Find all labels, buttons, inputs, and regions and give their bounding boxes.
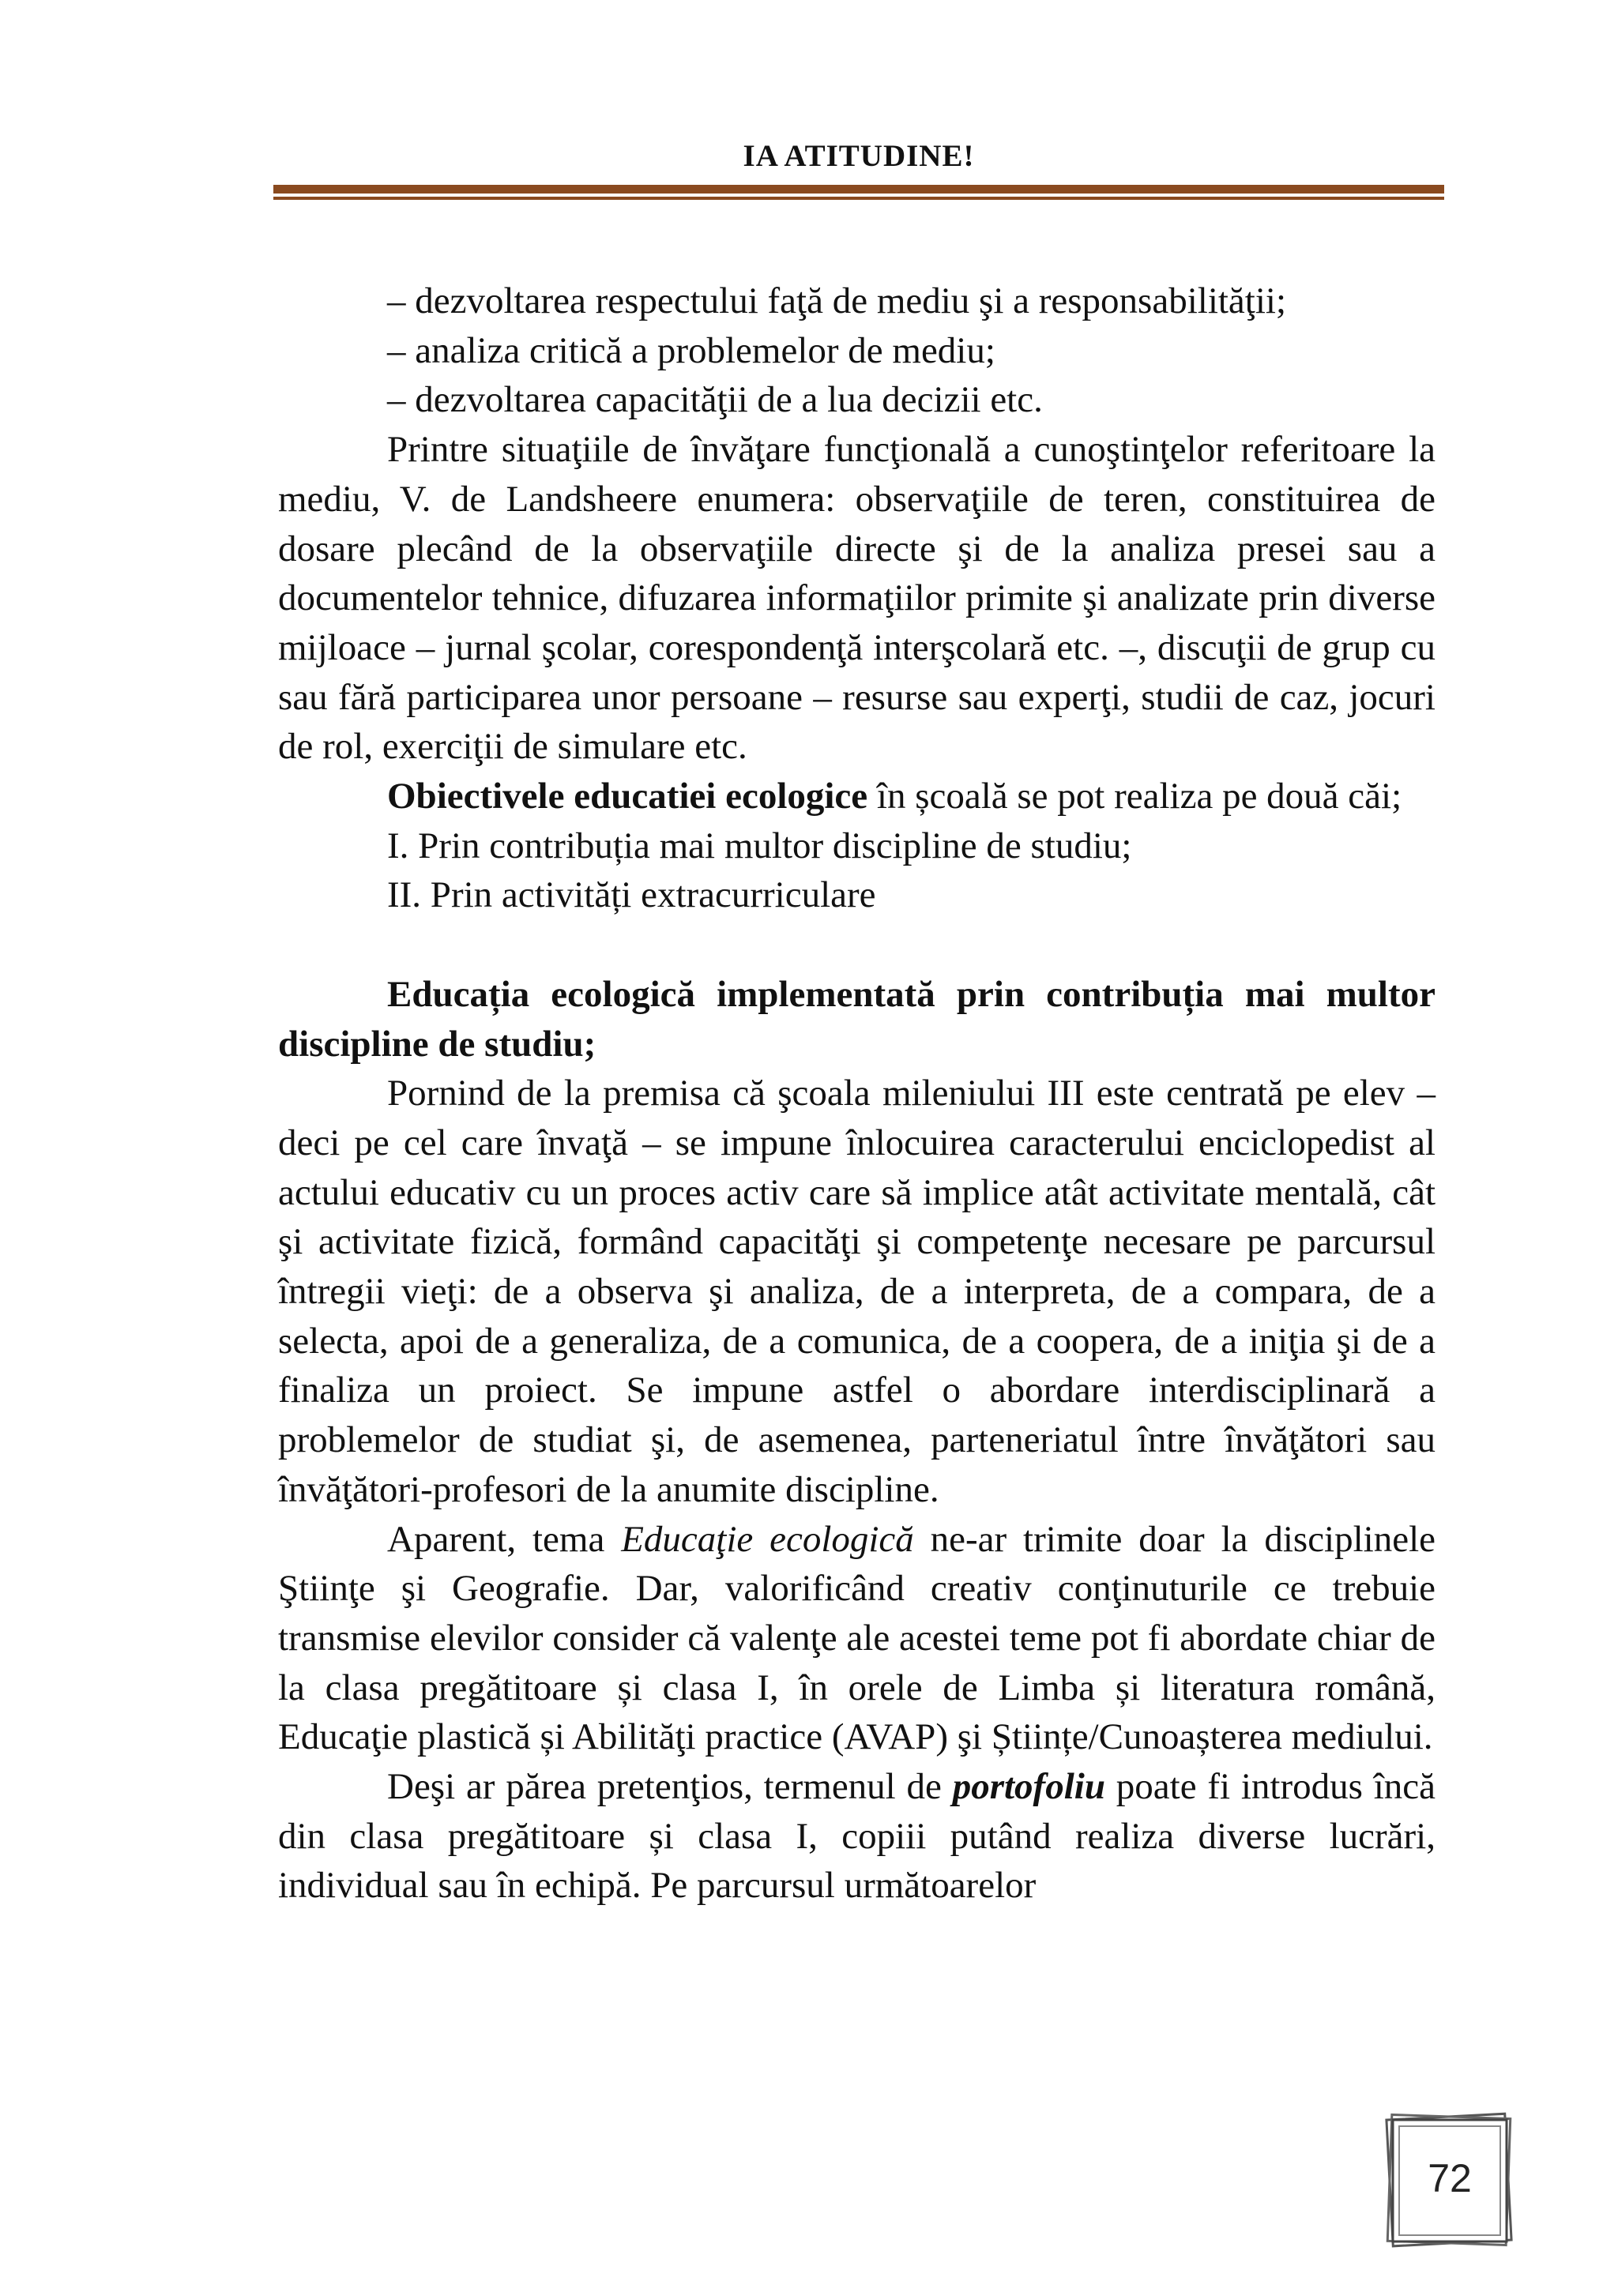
italic-phrase: Educaţie ecologică bbox=[621, 1518, 914, 1560]
bold-italic-term: portofoliu bbox=[952, 1766, 1105, 1808]
paragraph: Pornind de la premisa că şcoala mileniului III este centrată pe elev – deci pe cel care învaţă – se impune înlocuirea caracterului enciclopedist al actului educativ cu un proces activ care să implice atât activitate mentală, cât şi activitate fizică, formând capacităţi şi competenţe necesare pe parcursul întregii vieţi: de a observa şi analiza, de a interpreta, de a compara, de a selecta, apoi de a generaliza, de a comunica, de a coopera, de a iniţia şi de a finaliza un proiect. Se impune astfel o abordare interdisciplinară a problemelor de studiat şi, de asemenea, parteneriatul între învăţători sau învăţători-profesori de la anumite discipline. bbox=[278, 1073, 1436, 1510]
list-item: I. Prin contribuția mai multor discipline de studiu; bbox=[387, 825, 1132, 866]
page-number: 72 bbox=[1428, 2156, 1472, 2200]
paragraph: Deşi ar părea pretenţios, termenul de portofoliu poate fi introdus încă din clasa pregătitoare și clasa I, copiii putând realiza diverse lucrări, individual sau în echipă. Pe parcursul următoarelor bbox=[278, 1766, 1436, 1907]
page-content bbox=[278, 276, 1436, 1911]
paragraph-text: în școală se pot realiza pe două căi; bbox=[867, 776, 1402, 817]
paragraph bbox=[278, 772, 1436, 821]
list-item: – dezvoltarea capacităţii de a lua decizii etc. bbox=[387, 379, 1043, 421]
page-number-box bbox=[1379, 2107, 1521, 2249]
section-heading: Educația ecologică implementată prin contribuția mai multor discipline de studiu; bbox=[278, 973, 1436, 1065]
list-item: – dezvoltarea respectului faţă de mediu şi a responsabilităţii; bbox=[387, 280, 1287, 321]
list-item: II. Prin activități extracurriculare bbox=[387, 874, 876, 916]
bold-phrase: Obiectivele educatiei ecologice bbox=[387, 776, 868, 817]
list-item: – analiza critică a problemelor de mediu; bbox=[387, 329, 995, 371]
header-rule bbox=[273, 185, 1444, 200]
paragraph: Aparent, tema Educaţie ecologică ne-ar trimite doar la disciplinele Ştiinţe şi Geografie. Dar, valorificând creativ conţinuturile ce trebuie transmise elevilor consider că valenţe ale acestei teme pot fi abordate chiar de la clasa pregătitoare și clasa I, în orele de Limba și literatura română, Educaţie plastică și Abilităţi practice (AVAP) şi Științe/Cunoașterea mediului. bbox=[278, 1518, 1436, 1758]
paragraph: Printre situaţiile de învăţare funcţională a cunoştinţelor referitoare la mediu, V. de Landsheere enumera: observaţiile de teren, constituirea de dosare plecând de la observaţiile directe şi de la analiza presei sau a documentelor tehnice, difuzarea informaţiilor primite şi analizate prin diverse mijloace – jurnal şcolar, corespondenţă interşcolară etc. –, discuţii de grup cu sau fără participarea unor persoane – resurse sau experţi, studii de caz, jocuri de rol, exerciţii de simulare etc. bbox=[278, 429, 1436, 768]
running-header: IA ATITUDINE! bbox=[743, 139, 975, 173]
